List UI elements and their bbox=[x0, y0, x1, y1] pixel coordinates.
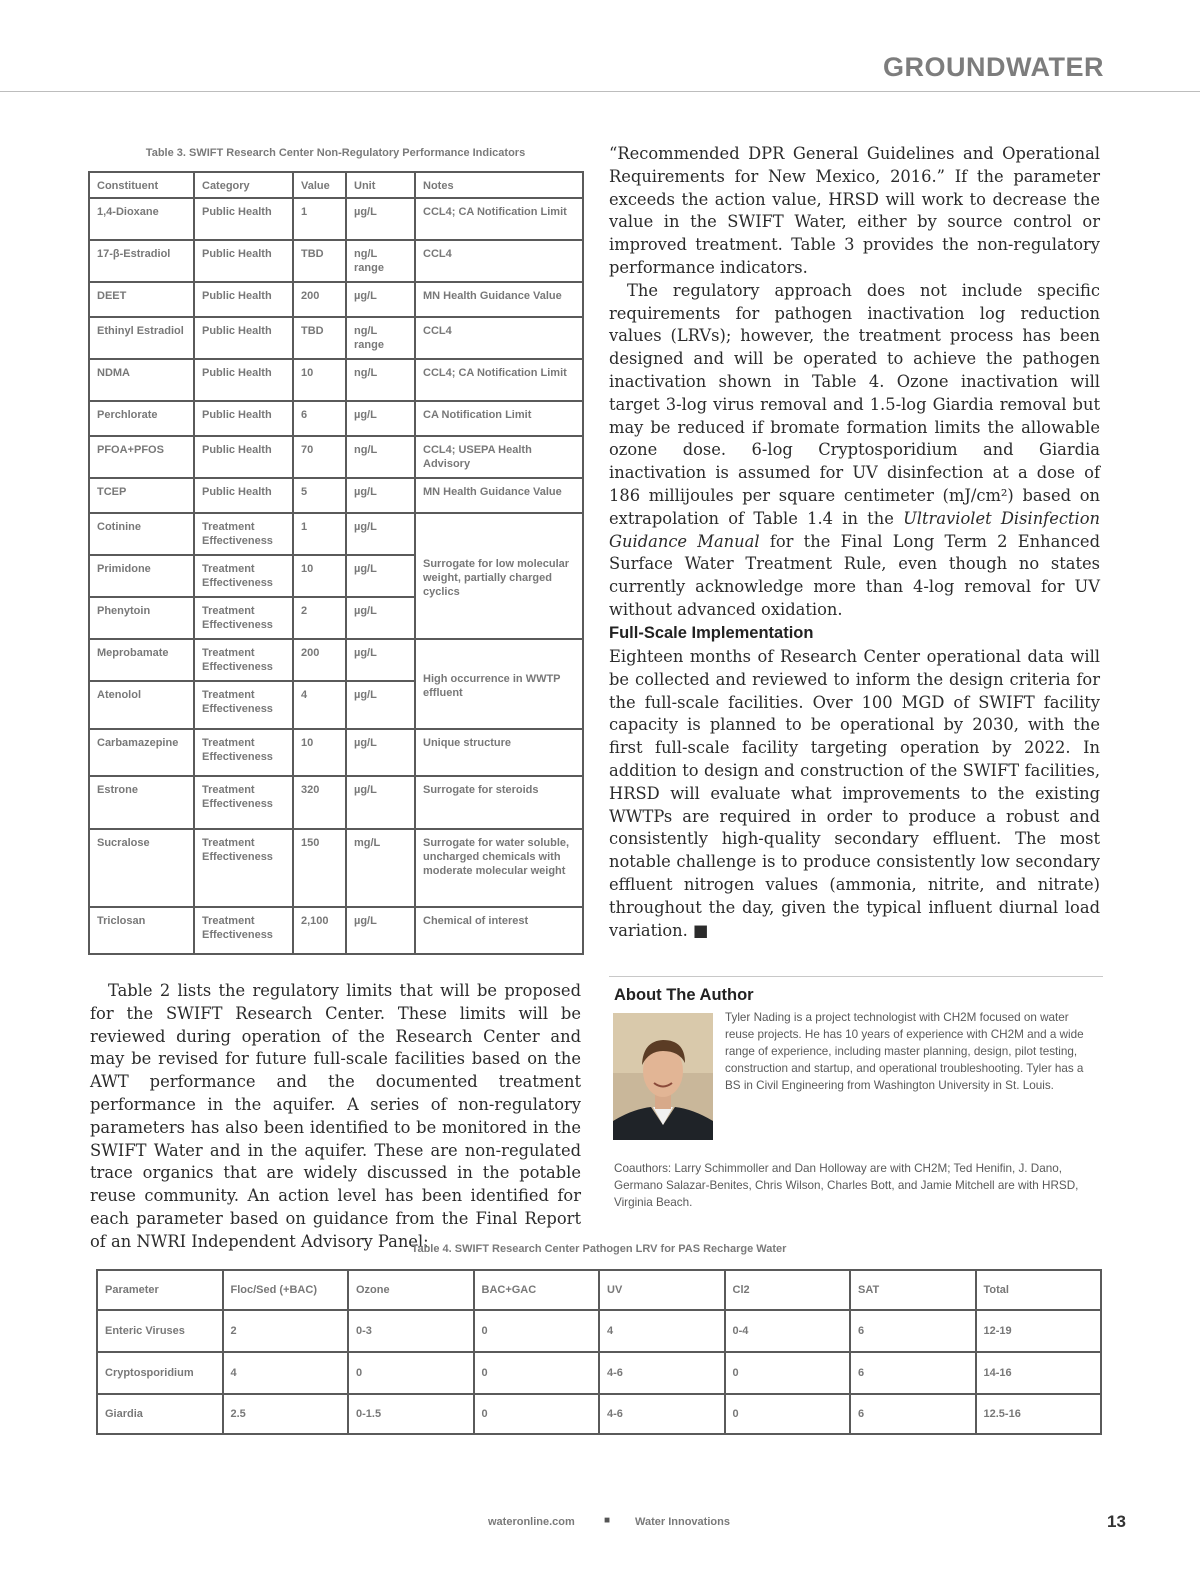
category-cell: Treatment Effectiveness bbox=[194, 729, 293, 776]
footer-website: wateronline.com bbox=[488, 1516, 575, 1528]
table-row bbox=[89, 907, 583, 954]
constituent-cell: PFOA+PFOS bbox=[89, 436, 194, 478]
table4 bbox=[96, 1269, 1102, 1435]
constituent-cell: DEET bbox=[89, 282, 194, 317]
table4-header-cell: UV bbox=[599, 1270, 725, 1310]
value-cell: 10 bbox=[293, 555, 346, 597]
unit-cell: µg/L bbox=[346, 401, 415, 436]
table-cell: 0 bbox=[348, 1352, 474, 1394]
table-cell: 0 bbox=[474, 1394, 600, 1434]
implementation-text bbox=[609, 646, 1100, 942]
table-row bbox=[89, 282, 583, 317]
notes-cell: Unique structure bbox=[415, 729, 583, 776]
table-cell: 2.5 bbox=[223, 1394, 349, 1434]
paragraph-text: Eighteen months of Research Center operational data will be collected and reviewed to inform the design criteria for the full-scale facilities. Over 100 MGD of SWIFT facility capacity is planned to be operational by 2030, with the first full-scale facility targeting operation by 2022. In addition to design and construction of the SWIFT facilities, HRSD will evaluate what improvements to the existing WWTPs are required in order to produce a robust and consistently high-quality secondary effluent. The most notable challenge is to produce consistently low secondary effluent nitrogen values (ammonia, nitrite, and nitrate) throughout the day, given the typical influent diurnal load variation. bbox=[609, 647, 1100, 940]
table-cell: 12.5-16 bbox=[976, 1394, 1102, 1434]
notes-cell: High occurrence in WWTP effluent bbox=[415, 639, 583, 729]
constituent-cell: Ethinyl Estradiol bbox=[89, 317, 194, 359]
body-paragraph: Table 2 lists the regulatory limits that will be proposed for the SWIFT Research Center. These limits will be reviewed during operation of the Research Center and may be revised for future full-scale facilities based on the AWT performance and the documented treatment performance in the aquifer. A series of non-regulatory parameters has also been identified to be monitored in the SWIFT Water and in the aquifer. These are non-regulated trace organics that are widely discussed in the potable reuse community. An action level has been identified for each parameter based on guidance from the Final Report of an NWRI Independent Advisory Panel: bbox=[90, 981, 581, 1251]
notes-cell: CCL4; CA Notification Limit bbox=[415, 198, 583, 240]
table4-caption: Table 4. SWIFT Research Center Pathogen LRV for PAS Recharge Water bbox=[411, 1243, 787, 1255]
value-cell: 2 bbox=[293, 597, 346, 639]
table-cell: 4-6 bbox=[599, 1352, 725, 1394]
notes-cell: MN Health Guidance Value bbox=[415, 282, 583, 317]
body-paragraph bbox=[609, 280, 1100, 622]
category-cell: Treatment Effectiveness bbox=[194, 681, 293, 729]
constituent-cell: 17-β-Estradiol bbox=[89, 240, 194, 282]
table3-header-cell: Constituent bbox=[89, 172, 194, 198]
value-cell: 70 bbox=[293, 436, 346, 478]
value-cell: 5 bbox=[293, 478, 346, 513]
category-cell: Treatment Effectiveness bbox=[194, 555, 293, 597]
table-cell: 0-4 bbox=[725, 1310, 851, 1352]
table-cell: 14-16 bbox=[976, 1352, 1102, 1394]
table4-header-cell: Ozone bbox=[348, 1270, 474, 1310]
constituent-cell: 1,4-Dioxane bbox=[89, 198, 194, 240]
table3-header-cell: Notes bbox=[415, 172, 583, 198]
table-cell: 6 bbox=[850, 1394, 976, 1434]
unit-cell: ng/L range bbox=[346, 317, 415, 359]
end-mark: ■ bbox=[693, 920, 709, 940]
table-row bbox=[97, 1394, 1101, 1434]
unit-cell: µg/L bbox=[346, 907, 415, 954]
page-number: 13 bbox=[1107, 1512, 1126, 1531]
constituent-cell: Primidone bbox=[89, 555, 194, 597]
value-cell: 1 bbox=[293, 513, 346, 555]
table3-caption: Table 3. SWIFT Research Center Non-Regulatory Performance Indicators bbox=[145, 147, 526, 159]
table-row bbox=[89, 478, 583, 513]
table-row bbox=[89, 829, 583, 907]
category-cell: Treatment Effectiveness bbox=[194, 829, 293, 907]
author-heading: About The Author bbox=[614, 986, 754, 1004]
value-cell: 320 bbox=[293, 776, 346, 829]
notes-cell: CCL4 bbox=[415, 317, 583, 359]
value-cell: 6 bbox=[293, 401, 346, 436]
unit-cell: mg/L bbox=[346, 829, 415, 907]
notes-cell: CCL4; CA Notification Limit bbox=[415, 359, 583, 401]
author-bio: Tyler Nading is a project technologist with CH2M focused on water reuse projects. He has 10 years of experience with CH2M and a wide range of experience, including master planning, design, pilot testing, construction and startup, and operational troubleshooting. Tyler has a BS in Civil Engineering from Washington University in St. Louis. bbox=[725, 1011, 1084, 1092]
unit-cell: µg/L bbox=[346, 597, 415, 639]
category-cell: Public Health bbox=[194, 240, 293, 282]
notes-cell: CA Notification Limit bbox=[415, 401, 583, 436]
table-cell: 6 bbox=[850, 1352, 976, 1394]
unit-cell: µg/L bbox=[346, 639, 415, 681]
table-row bbox=[89, 776, 583, 829]
unit-cell: ng/L range bbox=[346, 240, 415, 282]
value-cell: TBD bbox=[293, 240, 346, 282]
table-cell: 0 bbox=[725, 1394, 851, 1434]
table-row bbox=[89, 513, 583, 555]
body-paragraph: “Recommended DPR General Guidelines and Operational Requirements for New Mexico, 2016.” If the parameter exceeds the action value, HRSD will work to decrease the value in the SWIFT Water, either by source control or improved treatment. Table 3 provides the non-regulatory performance indicators. bbox=[609, 144, 1100, 277]
header-divider bbox=[0, 91, 1200, 92]
table-cell: Enteric Viruses bbox=[97, 1310, 223, 1352]
table-cell: 6 bbox=[850, 1310, 976, 1352]
section-heading: Full-Scale Implementation bbox=[609, 624, 814, 642]
unit-cell: µg/L bbox=[346, 776, 415, 829]
table-row bbox=[89, 401, 583, 436]
table4-header-row bbox=[97, 1270, 1101, 1310]
table4-header-cell: Cl2 bbox=[725, 1270, 851, 1310]
category-cell: Treatment Effectiveness bbox=[194, 597, 293, 639]
table4-header-cell: Parameter bbox=[97, 1270, 223, 1310]
table-row bbox=[89, 359, 583, 401]
constituent-cell: NDMA bbox=[89, 359, 194, 401]
notes-cell: MN Health Guidance Value bbox=[415, 478, 583, 513]
value-cell: 150 bbox=[293, 829, 346, 907]
category-cell: Public Health bbox=[194, 359, 293, 401]
constituent-cell: Meprobamate bbox=[89, 639, 194, 681]
category-cell: Public Health bbox=[194, 436, 293, 478]
value-cell: 200 bbox=[293, 639, 346, 681]
category-cell: Public Health bbox=[194, 317, 293, 359]
table-row bbox=[89, 639, 583, 681]
table-cell: 2 bbox=[223, 1310, 349, 1352]
constituent-cell: Triclosan bbox=[89, 907, 194, 954]
notes-cell: Surrogate for steroids bbox=[415, 776, 583, 829]
table-row bbox=[89, 317, 583, 359]
unit-cell: ng/L bbox=[346, 436, 415, 478]
left-column-text bbox=[90, 980, 581, 1254]
notes-cell: Chemical of interest bbox=[415, 907, 583, 954]
unit-cell: µg/L bbox=[346, 555, 415, 597]
unit-cell: µg/L bbox=[346, 478, 415, 513]
paragraph-text: for the Final Long Term 2 Enhanced Surface Water Treatment Rule, even though no states currently acknowledge more than 4-log removal for UV without advanced oxidation. bbox=[609, 531, 1100, 619]
value-cell: 10 bbox=[293, 729, 346, 776]
table-row bbox=[89, 436, 583, 478]
value-cell: 2,100 bbox=[293, 907, 346, 954]
table-cell: 4 bbox=[223, 1352, 349, 1394]
footer-separator: ■ bbox=[604, 1515, 611, 1526]
unit-cell: µg/L bbox=[346, 681, 415, 729]
constituent-cell: TCEP bbox=[89, 478, 194, 513]
table3-header-cell: Value bbox=[293, 172, 346, 198]
category-cell: Treatment Effectiveness bbox=[194, 907, 293, 954]
constituent-cell: Perchlorate bbox=[89, 401, 194, 436]
table-cell: 0 bbox=[474, 1310, 600, 1352]
author-divider bbox=[609, 976, 1103, 977]
constituent-cell: Cotinine bbox=[89, 513, 194, 555]
table4-header-cell: Floc/Sed (+BAC) bbox=[223, 1270, 349, 1310]
notes-cell: CCL4; USEPA Health Advisory bbox=[415, 436, 583, 478]
table4-header-cell: SAT bbox=[850, 1270, 976, 1310]
paragraph-text: The regulatory approach does not include specific requirements for pathogen inactivation log reduction values (LRVs); however, the treatment process has been designed and will be operated to achieve the pathogen inactivation shown in Table 4. Ozone inactivation will target 3-log virus removal and 1.5-log Giardia removal but may be reduced if bromate formation limits the allowable ozone dose. 6-log Cryptosporidium and Giardia inactivation is assumed for UV disinfection at a dose of 186 millijoules per square centimeter (mJ/cm²) based on extrapolation of Table 1.4 in the bbox=[609, 280, 1100, 528]
right-column-text bbox=[609, 143, 1100, 622]
table-cell: 0 bbox=[725, 1352, 851, 1394]
table-cell: 4 bbox=[599, 1310, 725, 1352]
footer-magazine: Water Innovations bbox=[635, 1516, 730, 1528]
table-row bbox=[89, 729, 583, 776]
notes-cell: Surrogate for low molecular weight, partially charged cyclics bbox=[415, 513, 583, 639]
value-cell: 10 bbox=[293, 359, 346, 401]
author-photo bbox=[613, 1013, 713, 1140]
italic-title: Ultraviolet Disinfection Guidance Manual bbox=[609, 508, 1100, 551]
unit-cell: ng/L bbox=[346, 359, 415, 401]
category-cell: Treatment Effectiveness bbox=[194, 639, 293, 681]
table3-header-cell: Category bbox=[194, 172, 293, 198]
constituent-cell: Sucralose bbox=[89, 829, 194, 907]
unit-cell: µg/L bbox=[346, 729, 415, 776]
table-cell: 0-1.5 bbox=[348, 1394, 474, 1434]
constituent-cell: Carbamazepine bbox=[89, 729, 194, 776]
table3-header-cell: Unit bbox=[346, 172, 415, 198]
table-cell: 12-19 bbox=[976, 1310, 1102, 1352]
table-cell: Cryptosporidium bbox=[97, 1352, 223, 1394]
table-cell: 0 bbox=[474, 1352, 600, 1394]
category-cell: Public Health bbox=[194, 198, 293, 240]
table4-header-cell: BAC+GAC bbox=[474, 1270, 600, 1310]
table-cell: 0-3 bbox=[348, 1310, 474, 1352]
unit-cell: µg/L bbox=[346, 198, 415, 240]
table-cell: Giardia bbox=[97, 1394, 223, 1434]
constituent-cell: Atenolol bbox=[89, 681, 194, 729]
constituent-cell: Phenytoin bbox=[89, 597, 194, 639]
body-paragraph bbox=[609, 646, 1100, 942]
coauthors-note: Coauthors: Larry Schimmoller and Dan Holloway are with CH2M; Ted Henifin, J. Dano, Germano Salazar-Benites, Chris Wilson, Charles Bott, and Jamie Mitchell are with HRSD, Virginia Beach. bbox=[614, 1162, 1079, 1209]
table-row bbox=[97, 1310, 1101, 1352]
value-cell: 1 bbox=[293, 198, 346, 240]
category-cell: Treatment Effectiveness bbox=[194, 776, 293, 829]
category-cell: Public Health bbox=[194, 478, 293, 513]
table3-header-row bbox=[89, 172, 583, 198]
table4-header-cell: Total bbox=[976, 1270, 1102, 1310]
category-cell: Public Health bbox=[194, 282, 293, 317]
category-cell: Public Health bbox=[194, 401, 293, 436]
constituent-cell: Estrone bbox=[89, 776, 194, 829]
section-label: GROUNDWATER bbox=[883, 52, 1104, 82]
notes-cell: CCL4 bbox=[415, 240, 583, 282]
value-cell: 200 bbox=[293, 282, 346, 317]
unit-cell: µg/L bbox=[346, 513, 415, 555]
table-row bbox=[89, 198, 583, 240]
value-cell: TBD bbox=[293, 317, 346, 359]
table-cell: 4-6 bbox=[599, 1394, 725, 1434]
notes-cell: Surrogate for water soluble, uncharged chemicals with moderate molecular weight bbox=[415, 829, 583, 907]
unit-cell: µg/L bbox=[346, 282, 415, 317]
table-row bbox=[97, 1352, 1101, 1394]
category-cell: Treatment Effectiveness bbox=[194, 513, 293, 555]
table3 bbox=[88, 171, 584, 955]
value-cell: 4 bbox=[293, 681, 346, 729]
table-row bbox=[89, 240, 583, 282]
